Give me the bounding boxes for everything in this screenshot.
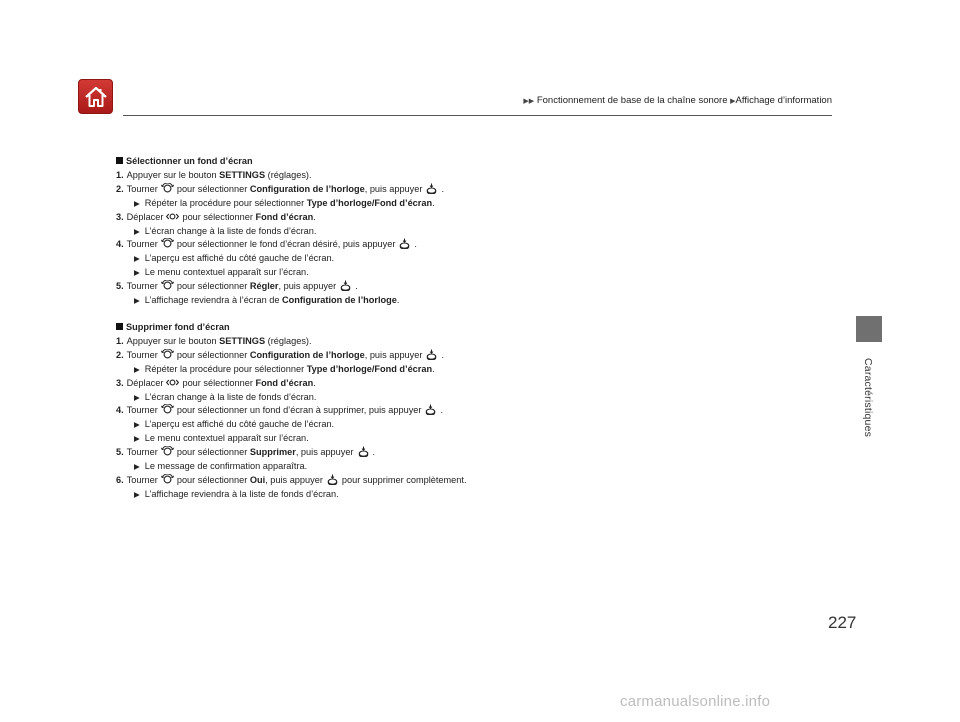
step [116, 211, 816, 225]
step-emphasis: Configuration de l’horloge [249, 349, 365, 360]
step-text: , puis appuyer [278, 281, 337, 292]
watermark: carmanualsonline.info [620, 693, 771, 710]
step-text: pour sélectionner [176, 474, 250, 485]
header-divider [123, 115, 832, 116]
step-text: Tourner [126, 349, 158, 360]
step-text: . [372, 447, 376, 458]
step-emphasis: SETTINGS [219, 169, 266, 180]
breadcrumb [480, 95, 832, 106]
home-icon [83, 84, 109, 110]
sub-step-text: L’écran change à la liste de fonds d’écran. [144, 391, 317, 402]
arrow-icon: ▶ [134, 364, 140, 374]
sub-step [116, 432, 816, 446]
sub-step [116, 488, 816, 502]
step-emphasis: Fond d’écran [255, 211, 314, 222]
sub-step-text: Le menu contextuel apparaît sur l’écran. [144, 433, 309, 444]
arrow-icon: ▶ [134, 226, 140, 236]
step-number: 3. [116, 377, 124, 388]
step-emphasis: Configuration de l’horloge [282, 295, 397, 306]
sub-step-text: L’aperçu est affiché du côté gauche de l’écran. [144, 253, 335, 264]
step-text: Appuyer sur le bouton [126, 169, 220, 180]
step-text: pour sélectionner [176, 183, 250, 194]
step-text: pour sélectionner un fond d’écran à supprimer, puis appuyer [176, 405, 422, 416]
press-knob-icon [425, 183, 438, 194]
press-knob-icon [398, 238, 411, 249]
rotate-knob-icon [161, 474, 174, 485]
step-text: pour sélectionner [176, 447, 250, 458]
step [116, 446, 816, 460]
rotate-knob-icon [161, 404, 174, 415]
rotate-knob-icon [161, 349, 174, 360]
press-knob-icon [326, 474, 339, 485]
move-knob-icon [166, 211, 179, 222]
sub-step-text: Le menu contextuel apparaît sur l’écran. [144, 267, 309, 278]
sub-step-text: . [432, 197, 435, 208]
section-label-text: Caractéristiques [862, 358, 874, 438]
step-text: Tourner [126, 183, 158, 194]
spacer [116, 308, 816, 321]
step-number: 4. [116, 405, 124, 416]
step-emphasis: Type d’horloge/Fond d’écran [306, 197, 433, 208]
step-text: pour sélectionner [176, 281, 250, 292]
sub-step [116, 363, 816, 377]
step [116, 377, 816, 391]
arrow-icon: ▶ [134, 462, 140, 472]
press-knob-icon [425, 349, 438, 360]
step-text: (réglages). [265, 169, 312, 180]
page-content [116, 155, 816, 502]
arrow-icon: ▶ [134, 434, 140, 444]
step [116, 169, 816, 183]
step-number: 2. [116, 349, 124, 360]
square-bullet-icon [116, 157, 123, 164]
sub-step [116, 391, 816, 405]
sub-step-text: Répéter la procédure pour sélectionner [144, 363, 307, 374]
sub-step-text: Répéter la procédure pour sélectionner [144, 197, 307, 208]
sub-step [116, 197, 816, 211]
arrow-icon: ▶ [134, 268, 140, 278]
sub-step-text: L’affichage reviendra à l’écran de [144, 295, 283, 306]
arrow-icon: ▶ [134, 489, 140, 499]
step [116, 349, 816, 363]
sub-step [116, 294, 816, 308]
step [116, 238, 816, 252]
step-emphasis: Oui [249, 474, 266, 485]
step-text: Déplacer [126, 211, 164, 222]
step [116, 280, 816, 294]
sub-step-text: . [432, 363, 435, 374]
step-text: , puis appuyer [364, 183, 423, 194]
move-knob-icon [166, 377, 179, 388]
breadcrumb-item[interactable]: Affichage d’information [735, 95, 832, 106]
step-text: Tourner [126, 281, 158, 292]
breadcrumb-item[interactable]: Fonctionnement de base de la chaîne sonore [536, 95, 728, 106]
step-emphasis: SETTINGS [219, 335, 266, 346]
step-text: pour supprimer complètement. [341, 474, 467, 485]
step-number: 4. [116, 239, 124, 250]
step-text: , puis appuyer [265, 474, 323, 485]
step-text: Déplacer [126, 377, 164, 388]
breadcrumb-arrow-icon: ▶ [730, 98, 736, 105]
sub-step-text: L’écran change à la liste de fonds d’écran. [144, 225, 317, 236]
step-emphasis: Type d’horloge/Fond d’écran [306, 363, 433, 374]
rotate-knob-icon [161, 183, 174, 194]
step-text: Tourner [126, 474, 158, 485]
section-tab[interactable] [856, 316, 882, 342]
step-text: Appuyer sur le bouton [126, 335, 220, 346]
arrow-icon: ▶ [134, 392, 140, 402]
rotate-knob-icon [161, 446, 174, 457]
step [116, 335, 816, 349]
step-text: , puis appuyer [364, 349, 423, 360]
step-text: . [440, 405, 444, 416]
sub-step-text: L’aperçu est affiché du côté gauche de l’écran. [144, 419, 335, 430]
home-button[interactable] [78, 79, 113, 114]
section-title [116, 155, 816, 169]
step-emphasis: Supprimer [249, 447, 296, 458]
step-number: 5. [116, 281, 124, 292]
step-emphasis: Fond d’écran [255, 377, 314, 388]
step-text: pour sélectionner [182, 377, 256, 388]
sub-step [116, 460, 816, 474]
step-text: Tourner [126, 447, 158, 458]
arrow-icon: ▶ [134, 420, 140, 430]
step-text: . [441, 349, 444, 360]
square-bullet-icon [116, 323, 123, 330]
step-number: 5. [116, 447, 124, 458]
step-emphasis: Configuration de l’horloge [249, 183, 365, 194]
breadcrumb-arrow-icon: ▶▶ [523, 98, 535, 105]
step-number: 3. [116, 211, 124, 222]
sub-step [116, 225, 816, 239]
step-text: Tourner [126, 405, 158, 416]
step-text: pour sélectionner [176, 349, 250, 360]
step-text: Tourner [126, 239, 158, 250]
step-text: pour sélectionner le fond d’écran désiré, puis appuyer [176, 239, 396, 250]
step-text: . [355, 281, 358, 292]
press-knob-icon [357, 446, 370, 457]
step-emphasis: Régler [249, 281, 279, 292]
sub-step [116, 266, 816, 280]
step [116, 404, 816, 418]
step-text: pour sélectionner [182, 211, 256, 222]
step-text: . [313, 211, 316, 222]
step-number: 2. [116, 183, 124, 194]
section-label [857, 358, 881, 468]
sub-step-text: Le message de confirmation apparaîtra. [144, 461, 308, 472]
arrow-icon: ▶ [134, 296, 140, 306]
sub-step-text: L’affichage reviendra à la liste de fonds d’écran. [144, 488, 339, 499]
step-number: 1. [116, 169, 124, 180]
step [116, 474, 816, 488]
arrow-icon: ▶ [134, 254, 140, 264]
step-number: 6. [116, 474, 124, 485]
sub-step [116, 418, 816, 432]
press-knob-icon [339, 280, 352, 291]
section-title-text: Supprimer fond d’écran [126, 321, 230, 332]
section-title [116, 321, 816, 335]
rotate-knob-icon [161, 280, 174, 291]
rotate-knob-icon [161, 238, 174, 249]
press-knob-icon [424, 404, 437, 415]
step-text: . [441, 183, 444, 194]
step-text: . [414, 239, 417, 250]
step [116, 183, 816, 197]
step-text: . [313, 377, 316, 388]
step-number: 1. [116, 335, 124, 346]
arrow-icon: ▶ [134, 198, 140, 208]
step-text: (réglages). [265, 335, 312, 346]
page-number: 227 [828, 613, 857, 632]
step-text: , puis appuyer [295, 447, 354, 458]
sub-step [116, 252, 816, 266]
section-title-text: Sélectionner un fond d’écran [126, 156, 253, 166]
sub-step-text: . [396, 295, 400, 306]
